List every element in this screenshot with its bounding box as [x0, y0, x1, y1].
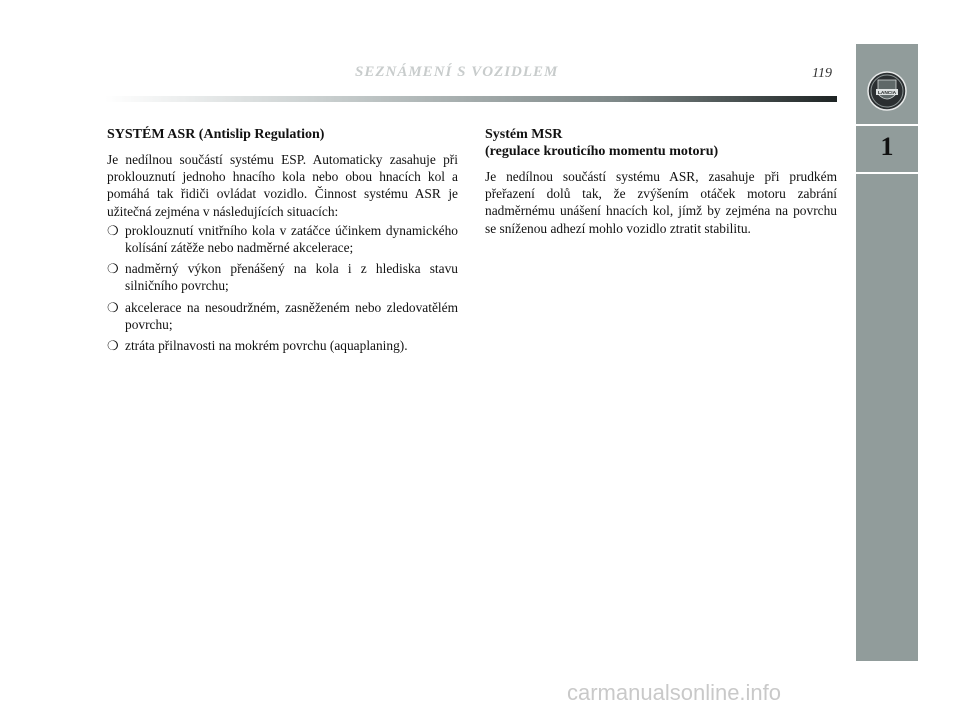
list-item: ❍ nadměrný výkon přenášený na kola i z hlediska stavu silničního povrchu;: [107, 261, 458, 294]
list-item: ❍ proklouznutí vnitřního kola v zatáčce účinkem dynamického kolísání zátěže nebo nadměrné akcelerace;: [107, 222, 458, 256]
left-column: [107, 126, 458, 358]
circle-bullet-icon: ❍: [107, 222, 119, 238]
circle-bullet-icon: ❍: [107, 261, 119, 277]
running-header-title: SEZNÁMENÍ S VOZIDLEM: [355, 64, 559, 80]
tab-divider-bottom: [856, 172, 918, 174]
chapter-number: 1: [880, 132, 894, 161]
list-item: ❍ ztráta přilnavosti na mokrém povrchu (aquaplaning).: [107, 338, 408, 354]
svg-text:LANCIA: LANCIA: [877, 91, 897, 96]
right-column: [485, 126, 837, 239]
watermark-text: carmanualsonline.info: [567, 680, 782, 705]
asr-situation-list: [107, 222, 458, 354]
msr-paragraph: Je nedílnou součástí systému ASR, zasahuje při prudkém přeřazení dolů tak, že zvýšením otáček motoru zabrání nadměrnému unášení hnacích kol, jímž by zejména na povrchu se sníženou adhezí mohlo vozidlo ztratit stabilitu.: [485, 169, 837, 236]
circle-bullet-icon: ❍: [107, 299, 119, 315]
header-rule: [105, 96, 837, 102]
msr-heading: [485, 126, 837, 160]
lancia-logo-icon: [856, 62, 918, 120]
asr-heading: SYSTÉM ASR (Antislip Regulation): [107, 127, 325, 142]
page-number: 119: [812, 66, 832, 81]
msr-heading-title: Systém MSR: [485, 127, 563, 142]
msr-heading-subtitle: (regulace krouticího momentu motoru): [485, 144, 719, 159]
list-item: ❍ akcelerace na nesoudržném, zasněženém nebo zledovatělém povrchu;: [107, 299, 458, 332]
asr-intro-paragraph: Je nedílnou součástí systému ESP. Automaticky zasahuje při proklouznutí jednoho hnacího kola nebo obou hnacích kol a pomáhá tak řidiči ovládat vozidlo. Činnost systému ASR je užitečná zejména v následujících situacích:: [107, 152, 458, 219]
circle-bullet-icon: ❍: [107, 338, 119, 354]
tab-divider-top: [856, 124, 918, 126]
